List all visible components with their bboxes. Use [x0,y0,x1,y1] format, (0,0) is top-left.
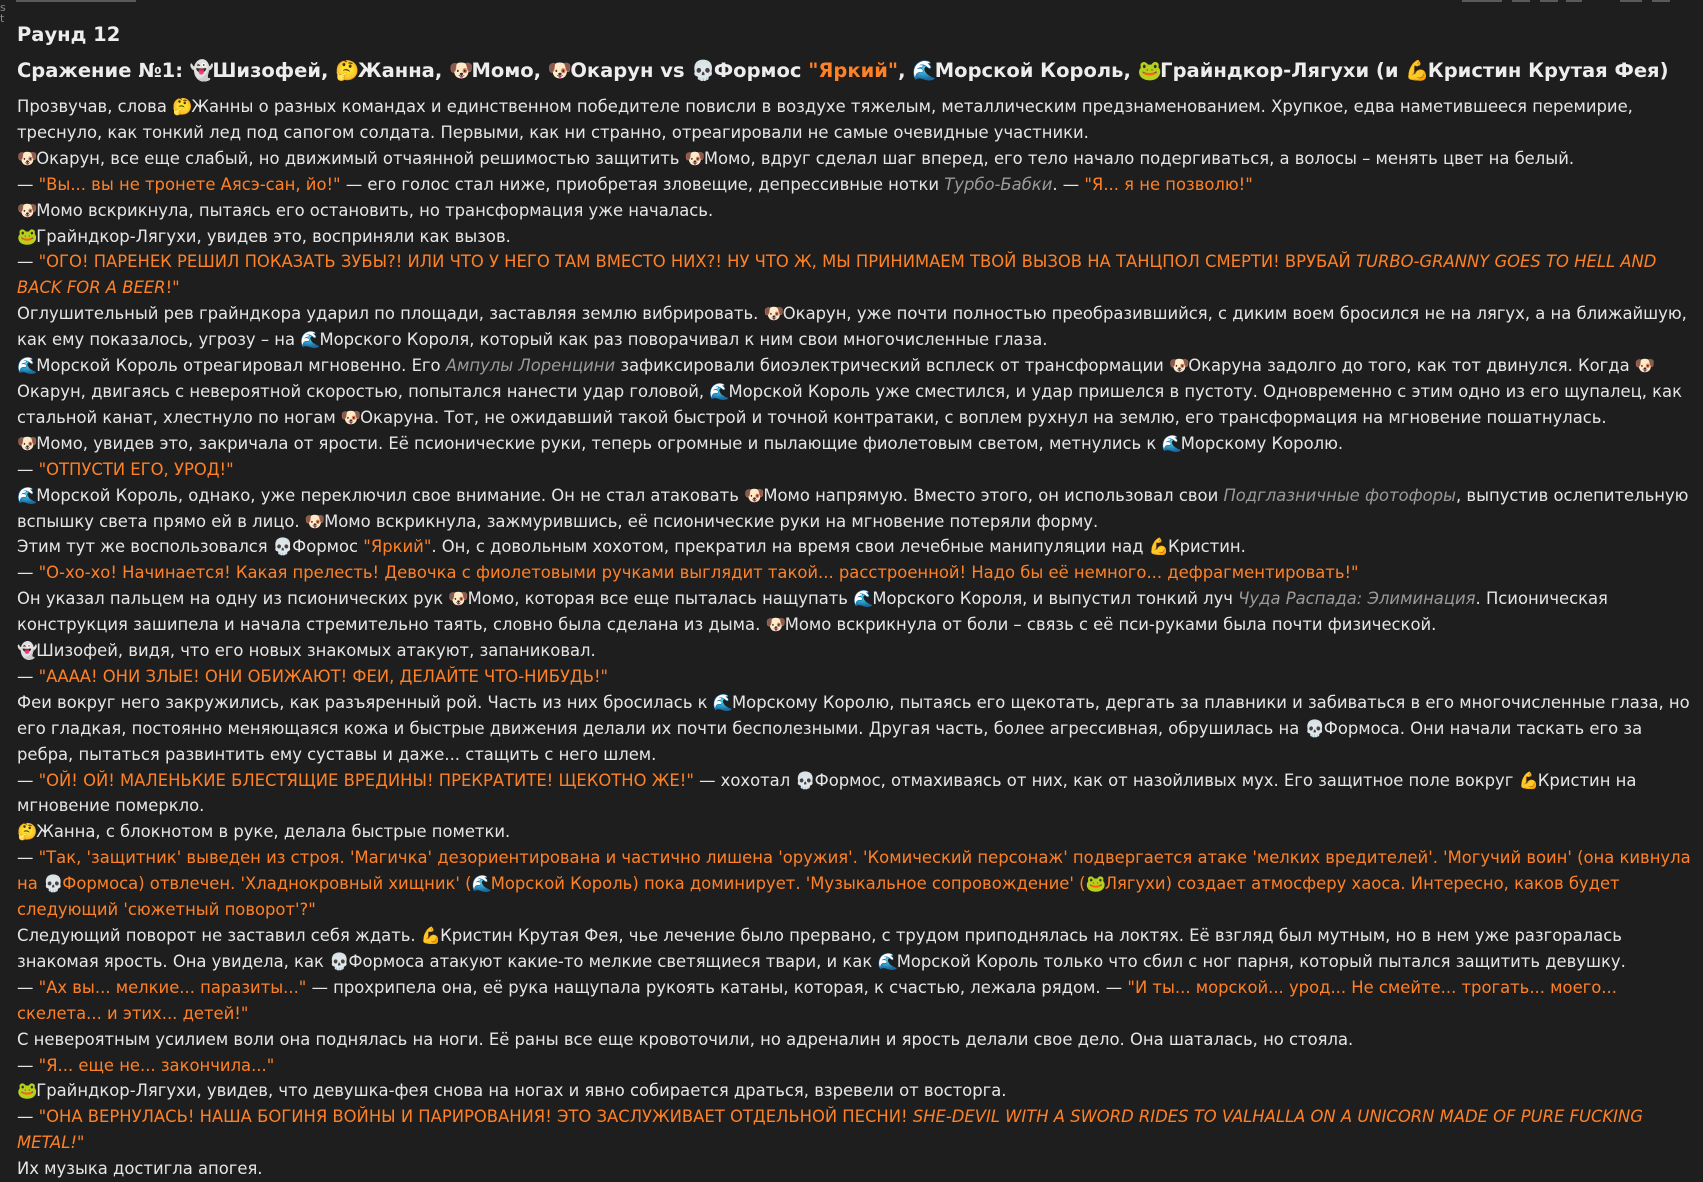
skull-icon: 💀 [42,874,64,894]
thinking-face-icon: 🤔 [17,822,38,842]
participant-name: Формос [713,59,802,82]
participant-name: Момо, [471,59,542,82]
text-segment: — [17,1055,39,1075]
text-segment: Формоса) отвлечен. 'Хладнокровный хищник' ( [62,874,472,894]
dog-face-icon: 🐶 [744,485,765,505]
dog-face-icon: 🐶 [340,407,362,427]
toolbar-text-fragment [16,0,136,2]
paragraph [17,638,1695,664]
frog-icon: 🐸 [1137,59,1162,82]
text-segment: Следующий поворот не заставил себя ждать. [17,926,416,945]
text-segment: Морской Король уже сместился, и удар пришелся в пустоту. Одновременно с этим одно из его щупалец, как стальной канат, хлестнуло по ногам [17,381,1682,427]
wave-icon: 🌊 [300,330,321,350]
participant-nickname: "Яркий" [808,59,899,82]
paragraph [17,534,1695,560]
paragraph [17,224,1695,250]
quoted-speech [17,848,1691,919]
toolbar-button[interactable] [1652,0,1670,2]
wave-icon: 🌊 [709,381,730,401]
dog-face-icon: 🐶 [304,511,326,531]
text-segment: Их музыка достигла апогея. [17,1159,263,1179]
text-segment: Морской Король отреагировал мгновенно. Его [36,356,446,376]
dog-face-icon: 🐶 [684,148,706,168]
text-segment: — [17,252,39,272]
dialogue-line [17,845,1695,923]
toolbar-button[interactable] [1512,0,1530,2]
paragraph [17,483,1695,535]
paragraph [17,198,1695,224]
separator: , [898,59,906,82]
wave-icon: 🌊 [1161,433,1182,453]
text-segment: Оглушительный рев грайндкора ударил по площади, заставляя землю вибрировать. [17,304,759,324]
wave-icon: 🌊 [912,59,937,82]
text-segment: Грайндкор-Лягухи, увидев, что девушка-фея снова на ногах и явно собирается драться, взревели от восторга. [36,1081,1007,1101]
toolbar-button[interactable] [1462,0,1502,2]
dialogue-line [17,975,1695,1027]
text-segment: Кристин Крутая Фея, чье лечение было прервано, с трудом приподнялась на локтях. Её взгляд был мутным, но в нем уже разгоралась знакомая ярость. Она увидела, как [17,926,1622,971]
text-segment: Шизофей, видя, что его новых знакомых атакуют, запаниковал. [36,641,596,661]
text-segment: "АААА! ОНИ ЗЛЫЕ! ОНИ ОБИЖАЮТ! ФЕИ, ДЕЛАЙТЕ ЧТО-НИБУДЬ!" [38,666,609,686]
dog-face-icon: 🐶 [765,615,786,635]
quoted-speech [17,1107,1643,1152]
text-segment: — прохрипела она, её рука нащупала рукоять катаны, которая, к счастью, лежала рядом. — [306,977,1128,997]
text-segment: !" [165,278,180,298]
text-segment: "Ах вы... мелкие... паразиты..." [38,977,307,997]
dog-face-icon: 🐶 [17,148,38,168]
skull-icon: 💀 [272,537,294,557]
dialogue-line [17,768,1695,820]
wave-icon: 🌊 [853,589,874,609]
text-segment: , выпустив ослепительную вспышку света прямо ей в лицо. [17,485,1689,531]
dialogue-line [17,249,1695,301]
paragraph [17,94,1695,146]
paragraph [17,353,1695,431]
text-segment: — [17,848,39,868]
round-heading: Раунд 12 [17,23,121,46]
paragraph [17,301,1695,353]
text-segment: — [17,563,39,583]
text-segment: Момо напрямую. Вместо этого, он использовал свои [763,485,1224,505]
thinking-face-icon: 🤔 [335,59,360,82]
paragraph [17,690,1695,768]
text-segment: Турбо-Бабки [944,174,1053,194]
dog-face-icon: 🐶 [17,433,38,453]
text-segment: "Яркий" [363,537,432,557]
text-segment: "Я... еще не... закончила..." [38,1055,275,1075]
text-segment: Морской Король) пока доминирует. 'Музыкальное сопровождение' ( [490,874,1086,894]
text-segment: Морского Короля, и выпустил тонкий луч [872,589,1239,609]
text-segment: — [17,770,39,790]
dialogue-line [17,457,1695,483]
paragraph [17,819,1695,845]
text-segment: Морскому Королю. [1180,433,1344,453]
text-segment: "Я... я не позволю!" [1084,174,1253,194]
ghost-icon: 👻 [17,641,38,661]
quoted-speech [17,252,1656,297]
text-segment: Момо, увидев это, закричала от ярости. Её псионические руки, теперь огромные и пылающие фиолетовым светом, метнулись к [36,433,1157,453]
text-segment: — [17,666,39,686]
flexed-arm-icon: 💪 [1518,770,1539,790]
text-segment: — [17,1107,39,1127]
frog-icon: 🐸 [17,226,38,246]
participant-name: Грайндкор-Лягухи (и [1160,59,1399,82]
dog-face-icon: 🐶 [448,589,469,609]
text-segment: Формос, отмахиваясь от них, как от назойливых мух. Его защитное поле вокруг [814,770,1514,790]
gutter-mark: s [0,1,6,14]
text-segment: "О-хо-хо! Начинается! Какая прелесть! Девочка с фиолетовыми ручками выглядит такой... расстроенной! Надо бы её немного... дефрагментировать!" [38,563,1359,583]
dialogue-line [17,664,1695,690]
toolbar-button[interactable] [1540,0,1558,2]
dialogue-line [17,1053,1695,1079]
participant-name: Кристин Крутая Фея) [1427,59,1669,82]
text-segment: — хохотал [693,770,791,790]
text-segment: "ОТПУСТИ ЕГО, УРОД!" [38,459,234,479]
dog-face-icon: 🐶 [1634,356,1656,376]
wave-icon: 🌊 [17,356,38,376]
text-segment: "ОГО! ПАРЕНЕК РЕШИЛ ПОКАЗАТЬ ЗУБЫ?! ИЛИ ЧТО У НЕГО ТАМ ВМЕСТО НИХ?! НУ ЧТО Ж, МЫ ПРИНИМАЕМ ТВОЙ ВЫЗОВ НА ТАНЦПОЛ СМЕРТИ! ВРУБАЙ [38,252,1356,272]
text-segment: "ОНА ВЕРНУЛАСЬ! НАША БОГИНЯ ВОЙНЫ И ПАРИРОВАНИЯ! ЭТО ЗАСЛУЖИВАЕТ ОТДЕЛЬНОЙ ПЕСНИ! [38,1107,913,1127]
text-segment: TURBO-GRANNY GOES TO HELL AND BACK FOR A BEER [17,252,1657,298]
dialogue-line [17,560,1695,586]
ghost-icon: 👻 [189,59,215,82]
paragraph [17,146,1695,172]
top-toolbar-strip [0,0,1703,8]
text-segment: Окарун, двигаясь с невероятной скоростью, попытался нанести удар головой, [17,381,705,401]
text-segment: Жанны о разных командах и единственном победителе повисли в воздухе тяжелым, металлическим предзнаменованием. Хрупкое, едва наметившееся перемирие, треснуло, как тонкий лед под сапогом солдата. Первыми, как ни странно, отреагировали не самые очевидные участники. [17,97,1633,142]
text-segment: Морской Король только что сбил с ног парня, который пытался защитить девушку. [896,951,1626,971]
text-segment: "Так, 'защитник' выведен из строя. 'Магичка' дезориентирована и частично лишена 'оружия'. 'Комический персонаж' подвергается атаке 'мелких вредителей'. 'Могучий воин' (она кивнула на [17,848,1691,894]
dialogue-line [17,1104,1695,1156]
flexed-arm-icon: 💪 [1405,59,1430,82]
story-body [17,94,1695,1182]
skull-icon: 💀 [1304,718,1325,738]
text-segment: — [17,459,39,479]
text-segment: Окарун, все еще слабый, но движимый отчаянной решимостью защитить [36,148,680,168]
frog-icon: 🐸 [1085,874,1106,894]
wave-icon: 🌊 [877,951,898,971]
dog-face-icon: 🐶 [449,59,474,82]
dialogue-line [17,172,1695,198]
text-segment: Грайндкор-Лягухи, увидев это, восприняли как вызов. [36,226,511,246]
text-segment: "ОЙ! ОЙ! МАЛЕНЬКИЕ БЛЕСТЯЩИЕ ВРЕДИНЫ! ПРЕКРАТИТЕ! ЩЕКОТНО ЖЕ!" [38,770,694,790]
skull-icon: 💀 [795,770,816,790]
text-segment: Морской Король, однако, уже переключил свое внимание. Он не стал атаковать [36,485,739,505]
paragraph [17,923,1695,975]
paragraph [17,1078,1695,1104]
dog-face-icon: 🐶 [1169,356,1190,376]
text-segment: Кристин. [1167,537,1246,557]
text-segment: "Вы... вы не тронете Аясэ-сан, йо!" [38,174,341,194]
text-segment: Окарун, уже почти полностью преобразившийся, с диким воем бросился не на лягух, а на ближайшую, как ему показалось, угрозу – на [17,304,1687,350]
text-segment: Момо, которая все еще пыталась нащупать [467,589,848,609]
battle-heading [17,58,1695,84]
text-segment: "И ты... морской... урод... Не смейте... трогать... моего... скелета... и этих... детей!" [17,977,1617,1023]
paragraph [17,586,1695,638]
paragraph [17,1027,1695,1053]
text-segment: Лягухи) создает атмосферу хаоса. Интересно, каков будет следующий 'сюжетный поворот'?" [17,874,1620,920]
participant-name: Шизофей, [212,59,329,82]
message-content [17,22,1695,1182]
text-segment: Момо, вдруг сделал шаг вперед, его тело начало подергиваться, а волосы – менять цвет на белый. [703,148,1575,168]
dog-face-icon: 🐶 [547,59,573,82]
text-segment: Прозвучав, слова [17,97,167,116]
dog-face-icon: 🐶 [17,200,38,220]
text-segment: Подглазничные фотофоры [1223,485,1456,505]
text-segment: Морскому Королю, пытаясь его щекотать, дергать за плавники и забиваться в его многочисленные глаза, но его гладкая, постоянно меняющаяся кожа и быстрые движения делали их почти бесполезными. Другая часть, более агрессивная, обрушилась на [17,692,1690,738]
paragraph [17,431,1695,457]
gutter-mark: t [0,12,5,25]
text-segment: Момо вскрикнула от боли – связь с её пси-руками была почти физической. [784,615,1437,635]
text-segment: . Псионическая конструкция зашипела и начала стремительно таять, словно была сделана из дыма. [17,589,1608,635]
text-segment: SHE-DEVIL WITH A SWORD RIDES TO VALHALLA ON A UNICORN MADE OF PURE FUCKING METAL! [17,1107,1643,1153]
text-segment: Момо вскрикнула, зажмурившись, её псионические руки на мгновение потеряли форму. [324,511,1099,531]
battle-label: Сражение №1: [17,59,184,82]
text-segment: Формоса. Они начали таскать его за ребра, пытаться развинтить ему суставы и даже... стащить с него шлем. [17,718,1643,764]
text-segment: Момо вскрикнула, пытаясь его остановить, но трансформация уже началась. [36,200,714,220]
left-gutter [0,2,8,24]
participant-name: Окарун vs [570,59,685,82]
frog-icon: 🐸 [17,1081,38,1101]
text-segment: Жанна, с блокнотом в руке, делала быстрые пометки. [36,822,511,842]
text-segment: Окаруна. Тот, не ожидавший такой быстрой и точной контратаки, с воплем рухнул на землю, его трансформация на мгновение пошатнулась. [360,407,1607,427]
text-segment: Окаруна задолго до того, как тот двинулся. Когда [1188,356,1630,376]
text-segment: — [17,174,39,194]
paragraph [17,1156,1695,1182]
text-segment: зафиксировали биоэлектрический всплеск от трансформации [615,356,1164,376]
wave-icon: 🌊 [17,485,38,505]
skull-icon: 💀 [329,951,350,971]
wave-icon: 🌊 [712,692,734,712]
dog-face-icon: 🐶 [763,304,784,324]
skull-icon: 💀 [691,59,716,82]
text-segment: . — [1052,174,1085,194]
text-segment: " [76,1133,85,1153]
participant-name: Морской Король, [934,59,1131,82]
toolbar-button[interactable] [1620,0,1642,2]
thinking-face-icon: 🤔 [172,97,193,116]
flexed-arm-icon: 💪 [420,926,442,945]
text-segment: Этим тут же воспользовался [17,537,268,557]
text-segment: . Он, с довольным хохотом, прекратил на время свои лечебные манипуляции над [431,537,1144,557]
toolbar-button[interactable] [1566,0,1582,2]
participant-name: Жанна, [357,59,443,82]
text-segment: Формос [292,537,364,557]
text-segment: — его голос стал ниже, приобретая зловещие, депрессивные нотки [340,174,945,194]
text-segment: Чуда Распада: Элиминация [1238,589,1476,609]
text-segment: Феи вокруг него закружились, как разъяренный рой. Часть из них бросилась к [17,692,708,712]
wave-icon: 🌊 [471,874,492,894]
text-segment: С невероятным усилием воли она поднялась на ноги. Её раны все еще кровоточили, но адреналин и ярость делали свое дело. Она шаталась, но стояла. [17,1029,1354,1049]
flexed-arm-icon: 💪 [1148,537,1170,557]
text-segment: Формоса атакуют какие-то мелкие светящиеся твари, и как [348,951,873,971]
text-segment: — [17,977,39,997]
text-segment: Ампулы Лоренцини [445,356,616,376]
text-segment: Морского Короля, который как раз поворачивал к ним свои многочисленные глаза. [319,330,1048,350]
text-segment: Он указал пальцем на одну из псионических рук [17,589,444,609]
text-segment: Кристин на мгновение померкло. [17,770,1637,816]
